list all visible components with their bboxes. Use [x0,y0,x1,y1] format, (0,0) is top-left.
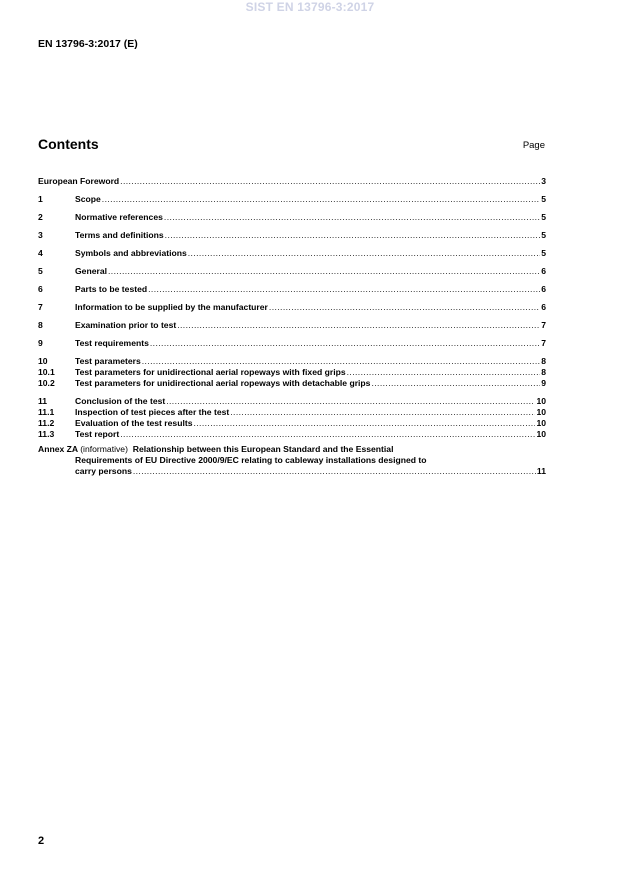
annex-label: Annex ZA [38,444,78,454]
toc-entry-number: 4 [38,248,43,258]
toc-entry-page: 8 [541,367,546,377]
dot-leader [133,466,536,477]
dot-leader [165,230,541,241]
toc-entry-number: 2 [38,212,43,222]
toc-entry[interactable] [38,320,546,331]
toc-entry-title: Test parameters for unidirectional aerial ropeways with detachable grips [75,378,371,388]
toc-entry-number: 1 [38,194,43,204]
toc-entry-title: Evaluation of the test results [75,418,193,428]
toc-entry[interactable] [38,407,546,418]
contents-heading: Contents [38,136,99,152]
toc-entry[interactable] [38,378,546,389]
toc-entry-number: 7 [38,302,43,312]
toc-entry-page: 6 [541,284,546,294]
document-id: EN 13796-3:2017 (E) [38,38,138,50]
toc-entry-number: 10.1 [38,367,55,377]
dot-leader [177,320,540,331]
dot-leader [120,176,540,187]
toc-entry[interactable] [38,302,546,313]
toc-entry-page: 6 [541,302,546,312]
toc-entry-number: 11.2 [38,418,55,428]
toc-entry-number: 8 [38,320,43,330]
toc-entry-title: Conclusion of the test [75,396,166,406]
toc-entry-number: 11.1 [38,407,55,417]
dot-leader [166,396,535,407]
toc-entry-title: Test parameters for unidirectional aerial ropeways with fixed grips [75,367,346,377]
dot-leader [188,248,540,259]
toc-entry[interactable] [38,230,546,241]
toc-entry[interactable] [38,356,546,367]
toc-entry-page: 10 [536,396,546,406]
dot-leader [142,356,540,367]
toc-entry-title: Inspection of test pieces after the test [75,407,230,417]
toc-entry-number: 11.3 [38,429,55,439]
toc-entry[interactable] [38,176,546,187]
toc-entry-page: 7 [541,338,546,348]
toc-entry-number: 5 [38,266,43,276]
toc-entry-title: Symbols and abbreviations [75,248,187,258]
annex-informative: (informative) [80,444,128,454]
toc-entry[interactable] [38,338,546,349]
toc-entry-number: 9 [38,338,43,348]
dot-leader [193,418,535,429]
toc-entry-number: 11 [38,396,48,406]
toc-entry-page: 6 [541,266,546,276]
toc-entry-page: 3 [541,176,546,186]
dot-leader [269,302,540,313]
toc-entry[interactable] [38,429,546,440]
toc-entry-page: 10 [536,407,546,417]
toc-entry-page: 10 [536,429,546,439]
toc-entry-title: Information to be supplied by the manufacturer [75,302,268,312]
dot-leader [108,266,540,277]
dot-leader [164,212,540,223]
toc-entry-number: 10 [38,356,48,366]
dot-leader [120,429,535,440]
toc-entry-number: 10.2 [38,378,55,388]
toc-entry[interactable] [38,248,546,259]
toc-entry-title: Terms and definitions [75,230,164,240]
toc-entry-number: 6 [38,284,43,294]
toc-entry[interactable] [38,194,546,205]
toc-entry-title: Test report [75,429,120,439]
toc-entry-page: 5 [541,212,546,222]
toc-entry-title: Scope [75,194,101,204]
toc-entry[interactable] [38,418,546,429]
toc-entry-page: 10 [536,418,546,428]
toc-entry-title: Examination prior to test [75,320,177,330]
toc-entry-number: 3 [38,230,43,240]
watermark: SIST EN 13796-3:2017 [245,0,375,14]
toc-entry-page: 7 [541,320,546,330]
toc-entry[interactable] [38,266,546,277]
toc-entry[interactable] [38,396,546,407]
toc-entry-page: 5 [541,248,546,258]
toc-entry-title: Normative references [75,212,163,222]
annex-page: 11 [536,466,546,476]
page-number: 2 [38,835,45,847]
toc-entry[interactable] [38,284,546,295]
toc-entry-title: Parts to be tested [75,284,148,294]
toc-entry-title: General [75,266,108,276]
toc-entry-annex-za[interactable] [38,444,546,477]
toc-entry-page: 8 [541,356,546,366]
toc-entry-page: 5 [541,194,546,204]
toc-entry-title: Test parameters [75,356,141,366]
toc-entries [38,176,546,440]
annex-title-line-2: Requirements of EU Directive 2000/9/EC relating to cableway installations designed to [75,455,427,465]
toc-entry-page: 5 [541,230,546,240]
dot-leader [347,367,541,378]
dot-leader [150,338,540,349]
toc-entry-page: 9 [541,378,546,388]
toc-entry[interactable] [38,212,546,223]
table-of-contents [38,176,546,477]
dot-leader [371,378,540,389]
dot-leader [148,284,540,295]
annex-title-line-3: carry persons [75,466,132,476]
toc-entry-title: Test requirements [75,338,149,348]
dot-leader [230,407,535,418]
toc-entry[interactable] [38,367,546,378]
page-column-label: Page [522,140,545,151]
dot-leader [102,194,540,205]
annex-title-line-1: Relationship between this European Standard and the Essential [132,444,394,454]
toc-entry-title: European Foreword [38,176,120,186]
